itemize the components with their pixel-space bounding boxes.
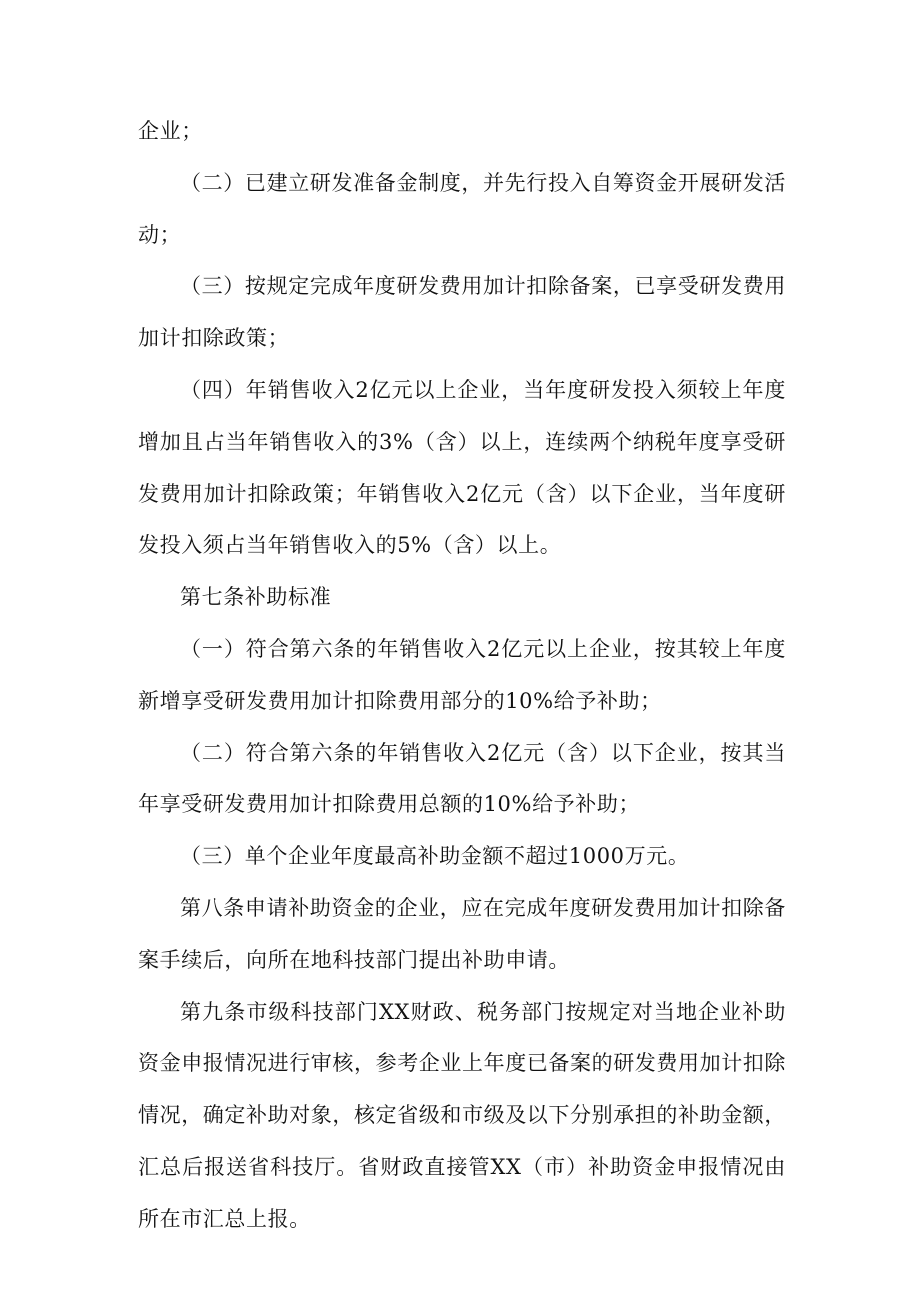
article-9: 第九条市级科技部门XX财政、税务部门按规定对当地企业补助资金申报情况进行审核，参考企业上年度已备案的研发费用加计扣除情况，确定补助对象，核定省级和市级及以下分别承担的补助金额，汇总后报送省科技厅。省财政直接管XX（市）补助资金申报情况由所在市汇总上报。 [138, 999, 786, 1231]
paragraph-item-2: （二）已建立研发准备金制度，并先行投入自筹资金开展研发活动； [138, 170, 786, 247]
document-body [138, 106, 786, 1246]
article-7-item-3: （三）单个企业年度最高补助金额不超过1000万元。 [180, 844, 690, 869]
paragraph-continuation: 企业； [138, 119, 203, 143]
article-7-item-1: （一）符合第六条的年销售收入2亿元以上企业，按其较上年度新增享受研发费用加计扣除费用部分的10%给予补助； [138, 636, 786, 713]
article-8: 第八条申请补助资金的企业，应在完成年度研发费用加计扣除备案手续后，向所在地科技部门提出补助申请。 [138, 895, 786, 972]
paragraph-item-4: （四）年销售收入2亿元以上企业，当年度研发投入须较上年度增加且占当年销售收入的3%（含）以上，连续两个纳税年度享受研发费用加计扣除政策；年销售收入2亿元（含）以下企业，当年度研发投入须占当年销售收入的5%（含）以上。 [138, 377, 786, 558]
paragraph-item-3: （三）按规定完成年度研发费用加计扣除备案，已享受研发费用加计扣除政策； [138, 274, 786, 351]
article-7-heading: 第七条补助标准 [180, 585, 332, 610]
article-7-item-2: （二）符合第六条的年销售收入2亿元（含）以下企业，按其当年享受研发费用加计扣除费用总额的10%给予补助； [138, 740, 786, 817]
